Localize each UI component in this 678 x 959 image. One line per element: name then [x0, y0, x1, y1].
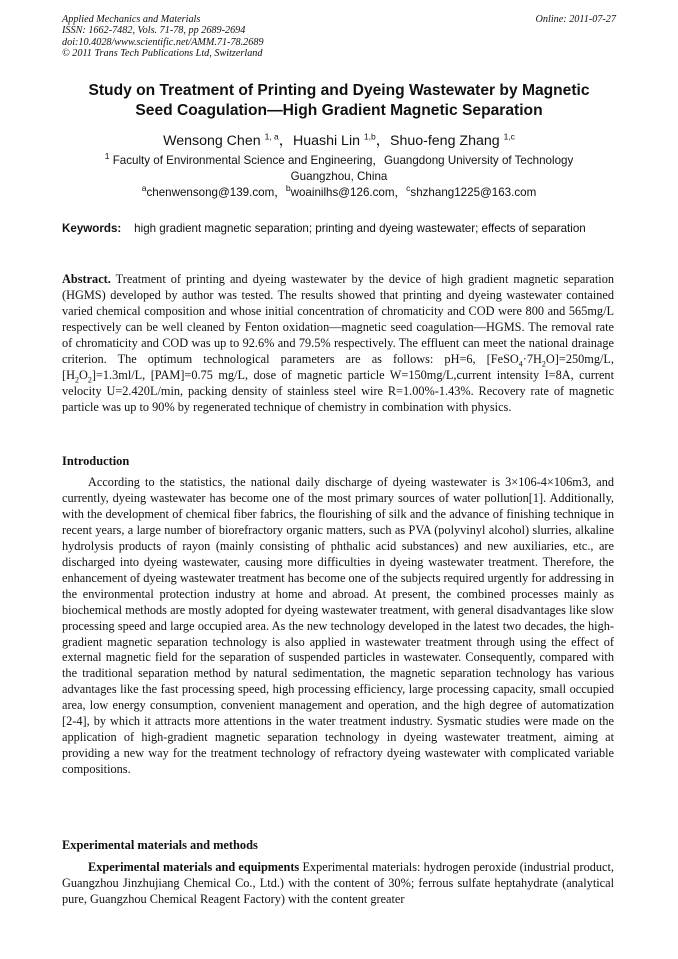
author-3-name: Shuo-feng Zhang	[389, 133, 500, 149]
author-list	[62, 132, 616, 150]
title-line-2: Seed Coagulation—High Gradient Magnetic Separation	[135, 102, 543, 119]
online-date: Online: 2011-07-27	[535, 14, 616, 25]
abstract-text-1: Treatment of printing and dyeing wastewater by the device of high gradient magnetic separation (HGMS) developed by author was tested. The results showed that printing and dyeing wastewater contained varied chemical composition and whose initial concentration of chromaticity and COD were 800 and 565mg/L respectively can be well cleaned by Fenton oxidation—magnetic seed coagulation—HGMS. The removal rate of chromaticity and COD was up to 92.6% and 79.5% respectively. The effluent can meet the national drainage criterion. The optimum technological parameters are as follows: pH=6, [FeSO	[62, 272, 614, 366]
journal-name: Applied Mechanics and Materials	[62, 14, 201, 25]
email-a-link[interactable]: chenwensong@139.com	[146, 186, 275, 199]
issn-line: ISSN: 1662-7482, Vols. 71-78, pp 2689-2694	[62, 25, 246, 37]
materials-subheading: Experimental materials and equipments	[88, 860, 300, 874]
author-emails	[62, 185, 616, 200]
abstract	[62, 272, 614, 416]
author-3-marker: 1,c	[503, 131, 515, 142]
abstract-text-4: O	[78, 367, 88, 382]
affiliation-line-1	[62, 153, 616, 169]
author-2-marker: 1,b	[363, 131, 376, 142]
materials-text: Experimental materials: hydrogen peroxide (industrial product, Guangzhou Jinzhujiang Chemical Co., Ltd.) with the content of 30%; ferrous sulfate heptahydrate (analytical pure, Guangzhou Chemical Reagent Factory) with the content greater	[62, 860, 614, 906]
abstract-label: Abstract.	[62, 272, 111, 286]
abstract-text-3: O]=250mg/L, [H	[62, 351, 614, 382]
affiliation	[62, 153, 616, 185]
journal-header	[62, 14, 616, 60]
email-a-marker: a	[141, 183, 147, 194]
methods-heading: Experimental materials and methods	[62, 838, 258, 852]
keywords-label: Keywords:	[62, 222, 122, 235]
abstract-text-2: ·7H	[522, 351, 542, 366]
email-c-link[interactable]: shzhang1225@163.com	[410, 186, 537, 199]
affiliation-text: Faculty of Environmental Science and Engineering，Guangdong University of Technology	[112, 154, 574, 167]
email-separator: ，	[274, 186, 286, 199]
materials-paragraph	[62, 860, 614, 908]
keywords-text: high gradient magnetic separation; printing and dyeing wastewater; effects of separation	[134, 222, 586, 235]
doi-line: doi:10.4028/www.scientific.net/AMM.71-78.2689	[62, 36, 264, 48]
author-separator: ，	[278, 133, 293, 149]
keywords	[62, 221, 614, 236]
email-separator: ，	[394, 186, 407, 199]
email-c-marker: c	[406, 183, 411, 194]
copyright-line: © 2011 Trans Tech Publications Ltd, Switzerland	[62, 48, 263, 60]
abstract-text-5: ]=1.3ml/L, [PAM]=0.75 mg/L, dose of magnetic particle W=150mg/L,current intensity I=8A, current velocity U=2.420L/min, packing density of stainless steel wire R=1.00%-1.43%. Recovery rate of magnetic particle was up to 90% by regenerated technique of chemistry in combination with physics.	[62, 367, 614, 414]
author-separator: ，	[375, 133, 390, 149]
author-1-marker: 1, a	[264, 131, 279, 142]
abstract-subscript: 4	[518, 359, 523, 369]
abstract-subscript: 2	[87, 375, 92, 385]
author-2-name: Huashi Lin	[292, 133, 360, 149]
abstract-subscript: 2	[74, 375, 79, 385]
paper-title	[62, 81, 616, 121]
abstract-subscript: 2	[541, 359, 546, 369]
email-b-link[interactable]: woainilhs@126.com	[290, 186, 395, 199]
email-b-marker: b	[285, 183, 291, 194]
affiliation-line-2: Guangzhou, China	[290, 170, 388, 183]
introduction-heading: Introduction	[62, 454, 130, 468]
introduction-paragraph: According to the statistics, the national daily discharge of dyeing wastewater is 3×106-4×106m3, and currently, dyeing wastewater has become one of the most primary sources of water pollution[1]. Additionally, with the development of chemical fiber fabrics, the flourishing of silk and the advance of finishing technique in recent years, a large number of biorefractory organic matters, such as PVA (polyvinyl alcohol) slurries, alkaline hydrolysis products of rayon (mainly consisting of phthalic acid substances) and new auxiliaries, etc., are discharged into dyeing wastewater, causing more difficulties in dyeing wastewater treatment. Therefore, the enhancement of dyeing wastewater treatment has become one of the subjects required urgently for addressing in the environmental protection industry at home and abroad. At present, the combined processes mainly as biochemical methods are mostly adopted for dyeing wastewater treatment, with general disadvantages like slow processing speed and large occupied area. As the new technology developed in the latest two decades, the high-gradient magnetic separation technology is also applied in wastewater treatment through using the effect of external magnetic field for the separation of suspended particles in wastewater. Consequently, compared with the traditional separation method by natural sedimentation, the magnetic separation technology has various advantages like the fast processing speed, high processing efficiency, large processing capacity, small occupied area, low energy consumption, convenient management and operation, and the high degree of automatization [2-4], by which it attracts more attentions in the water treatment industry. Sysmatic studies were made on the application of high-gradient magnetic separation technology in dyeing wastewater treatment, aiming at providing a new way for the treatment technology of refractory dyeing wastewater with complicated variable compositions.	[62, 475, 614, 777]
author-1-name: Wensong Chen	[163, 133, 261, 149]
affiliation-marker: 1	[104, 151, 110, 162]
title-line-1: Study on Treatment of Printing and Dyeing Wastewater by Magnetic	[88, 82, 590, 99]
